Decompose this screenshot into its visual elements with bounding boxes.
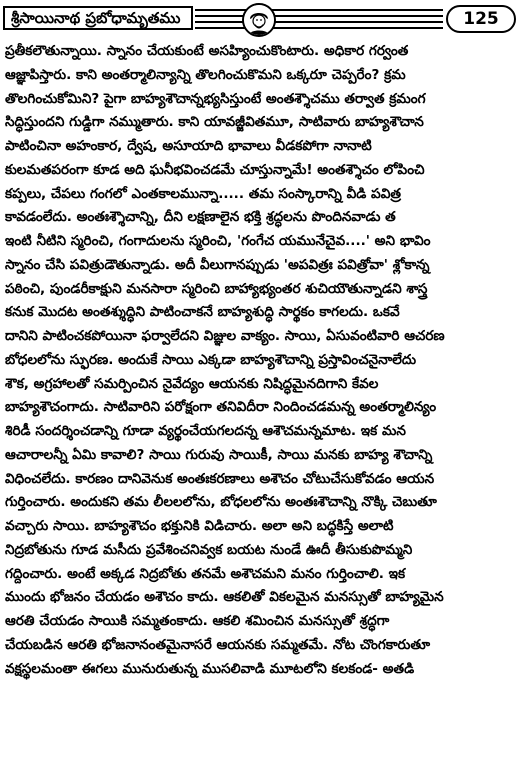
text-line: స్నానం చేసి పవిత్రుడౌతున్నాడు. అదీ వీలుగానప్పుడు 'అపవిత్రః పవిత్రోవా' శ్లోకాన్న — [5, 256, 430, 273]
page-number: 125 — [446, 5, 516, 33]
text-line: ఆజ్ఞాపిస్తారు. కాని అంతర్మాలిన్యాన్ని తొలగించుకొమని ఒక్కరూ చెప్పరేం? క్రమ — [5, 66, 406, 83]
header-rule — [195, 9, 443, 11]
sai-baba-portrait-icon — [242, 3, 276, 37]
text-line: ఇంటి నీటిని స్మరించి, గంగాదులను స్మరించి, 'గంగేచ యమునేచైవ....' అని భావిం — [5, 233, 431, 249]
text-line: ఆరతి చేయడం సాయికి సమ్మతంకాదు. ఆకలి శమించిన మనస్సుతో శ్రద్ధగా — [5, 613, 390, 629]
text-line: కులమతపరంగా కూడ అది ఘనీభవించడమే చూస్తున్నామే! అంతశ్శౌచం లోపించి — [5, 161, 425, 178]
text-line: చేయబడిన ఆరతి భోజనానంతమైనాసరే ఆయనకు సమ్మతమే. నోట చొంగకారుతూ — [5, 636, 431, 653]
text-line: కనుక మొదట అంతశ్శుద్ధిని పాటించాకనే బాహ్యశుద్ధి సార్థకం కాగలదు. ఒకవే — [5, 304, 400, 321]
text-line: నిద్రబోతును గూడ మసీదు ప్రవేశించనివ్వక బయట నుండే ఊదీ తీసుకుపొమ్మని — [5, 541, 413, 558]
text-line: విధించలేదు. కారణం దానివెనుక అంతఃకరణాలు అశౌచం చోటుచేసుకోవడం ఆయన — [5, 470, 435, 487]
text-line: తొలగించుకోమిని? పైగా బాహ్యశౌచాన్నభ్యసిస్తుంటే అంతశ్శౌచము తర్వాత క్రమంగ — [5, 90, 426, 107]
text-line: పాటించినా అహంకార, ద్వేష, అసూయాది భావాలు వీడకపోగా నానాటి — [5, 138, 372, 154]
text-line: శౌక, అగ్రహాలతో సమర్పించిన నైవేద్యం ఆయనకు నిషిద్ధమైనదిగాని కేవల — [5, 375, 379, 392]
text-line: గుర్తించారు. అందుకని తమ లీలలలోను, బోధలలోను అంతఃశౌచాన్ని నొక్కి చెబుతూ — [5, 494, 437, 511]
text-line: వక్షస్థలమంతా ఈగలు మునురుతున్న ముసలివాడి మూటలోని కలకండ- అతడి — [5, 660, 415, 677]
text-line: ఆచారాలన్నీ ఏమి కావాలి? సాయి గురువు సాయికీ, సాయి మనకు బాహ్య శౌచాన్ని — [5, 446, 433, 463]
header-rule — [195, 27, 443, 29]
text-line: బాహ్యశౌచంగాదు. సాటివారిని పరోక్షంగా తనివిదీరా నిందించడమన్న అంతర్మాలిన్యం — [5, 399, 437, 416]
page-body-text — [5, 40, 520, 705]
page-header — [0, 0, 520, 40]
header-rule — [195, 15, 443, 17]
text-line: సిద్ధిస్తుందని గుడ్డిగా నమ్ముతారు. కాని యావజ్జీవితమూ, సాటివారు బాహ్యశౌచాన — [5, 114, 424, 131]
text-line: గద్దించారు. అంటే అక్కడ నిద్రబోతు తనమే అశౌచమని మనం గుర్తించాలి. ఇక — [5, 565, 406, 582]
text-line: శిరిడీ సందర్శించడాన్ని గూడా వ్యర్థంచేయగలదన్న ఆశౌచమన్నమాట. ఇక మన — [5, 423, 406, 439]
text-line: కప్పలు, చేపలు గంగలో ఎంతకాలమున్నా..... తమ సంస్కారాన్ని వీడి పవిత్ర — [5, 185, 401, 202]
header-rule — [195, 21, 443, 23]
text-line: కావడంలేదు. అంతఃశ్శౌచాన్ని, దీని లక్షణాలైన భక్తి శ్రద్ధలను పొందినవాడు త — [5, 209, 396, 226]
text-line: ముందు భోజనం చేయడం అశౌచం కాదు. ఆకలితో వికలమైన మనస్సుతో బాహ్యమైన — [5, 589, 444, 606]
text-line: వచ్చారు సాయి. బాహ్యశౌచం భక్తునికి విడిచారు. అలా అని బద్ధకిస్తే అలాటి — [5, 518, 394, 534]
text-line — [5, 681, 520, 705]
book-title: శ్రీసాయినాథ ప్రబోధామృతము — [3, 6, 193, 30]
text-line: బోధలలోను స్ఫురణ. అందుకే సాయి ఎక్కడా బాహ్యశౌచాన్ని ప్రస్తావించనైనాలేదు — [5, 351, 417, 368]
text-line: ప్రతీకలౌతున్నాయి. స్నానం చేయకుంటే అసహ్యించుకొంటారు. అధికార గర్వంత — [5, 43, 409, 59]
text-line: దానిని పాటించకపోయినా ఫర్వాలేదని విజ్ఞుల వాక్యం. సాయి, ఏసువంటివారి ఆచరణ — [5, 328, 445, 344]
text-line: పఠించి, పుండరీకాక్షుని మనసారా స్మరించి బాహ్యాభ్యంతర శుచియౌతున్నాడని శాస్త్ర — [5, 280, 428, 297]
